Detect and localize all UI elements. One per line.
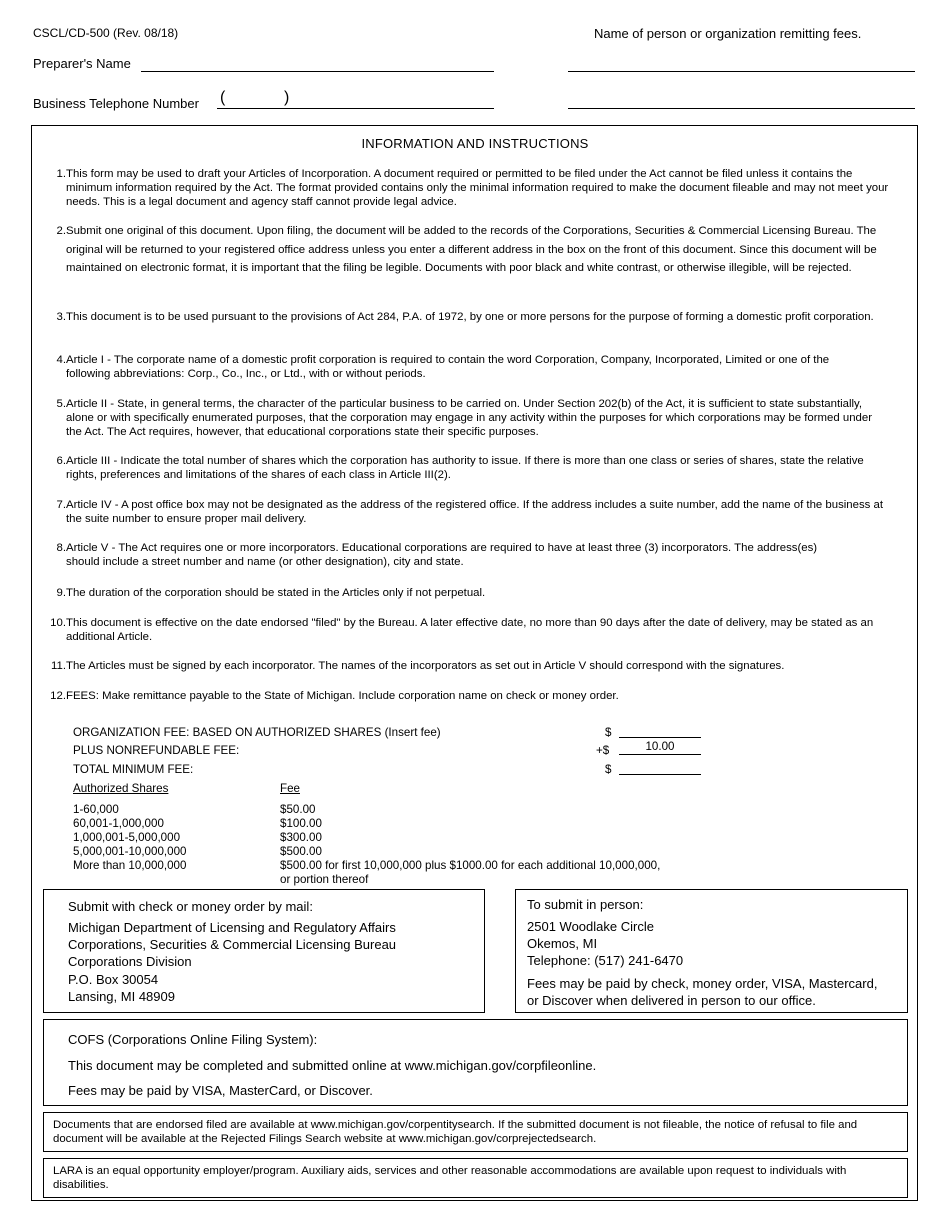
fee-row-shares: 1,000,001-5,000,000 bbox=[73, 831, 181, 844]
remitter-label: Name of person or organization remitting fees. bbox=[594, 26, 862, 41]
mail-address-line: Corporations Division bbox=[68, 954, 192, 969]
eeo-text: LARA is an equal opportunity employer/program. Auxiliary aids, services and other reasonable accommodations are available upon request to individuals with disabilities. bbox=[53, 1165, 847, 1191]
in-person-heading: To submit in person: bbox=[527, 897, 644, 912]
business-phone-field[interactable] bbox=[217, 108, 494, 109]
fee-row-fee: $500.00 bbox=[280, 845, 322, 858]
cofs-heading: COFS (Corporations Online Filing System): bbox=[68, 1032, 318, 1047]
nonrefundable-fee-label: PLUS NONREFUNDABLE FEE: bbox=[73, 744, 240, 757]
mail-heading: Submit with check or money order by mail: bbox=[68, 899, 313, 914]
mail-address-line: Lansing, MI 48909 bbox=[68, 989, 175, 1004]
fee-header: Fee bbox=[280, 782, 300, 795]
nonrefundable-fee-line bbox=[619, 754, 701, 755]
in-person-payment-line: or Discover when delivered in person to our office. bbox=[527, 993, 816, 1008]
business-phone-label: Business Telephone Number bbox=[33, 96, 199, 111]
authorized-shares-header: Authorized Shares bbox=[73, 782, 169, 795]
cofs-payment-line: Fees may be paid by VISA, MasterCard, or Discover. bbox=[68, 1083, 373, 1098]
mail-address-line: P.O. Box 30054 bbox=[68, 972, 159, 987]
fee-row-shares: 1-60,000 bbox=[73, 803, 119, 816]
fee-row-fee: $50.00 bbox=[280, 803, 316, 816]
remitter-name-field-1[interactable] bbox=[568, 71, 915, 72]
org-fee-label: ORGANIZATION FEE: BASED ON AUTHORIZED SHARES (Insert fee) bbox=[73, 726, 441, 739]
in-person-telephone: Telephone: (517) 241-6470 bbox=[527, 953, 684, 968]
preparer-name-label: Preparer's Name bbox=[33, 56, 131, 71]
instructions-title: INFORMATION AND INSTRUCTIONS bbox=[361, 136, 589, 151]
org-fee-dollar: $ bbox=[605, 726, 612, 739]
in-person-payment-line: Fees may be paid by check, money order, VISA, Mastercard, bbox=[527, 976, 878, 991]
preparer-name-field[interactable] bbox=[141, 71, 494, 72]
mail-address-line: Corporations, Securities & Commercial Licensing Bureau bbox=[68, 937, 397, 952]
fee-row-fee: $100.00 bbox=[280, 817, 322, 830]
total-fee-dollar: $ bbox=[605, 763, 612, 776]
form-id: CSCL/CD-500 (Rev. 08/18) bbox=[33, 26, 179, 40]
phone-open-paren: ( bbox=[220, 89, 226, 106]
in-person-address-line: 2501 Woodlake Circle bbox=[527, 919, 654, 934]
fee-row-fee: $300.00 bbox=[280, 831, 322, 844]
in-person-address-line: Okemos, MI bbox=[527, 936, 598, 951]
fee-row-shares: 5,000,001-10,000,000 bbox=[73, 845, 187, 858]
nonrefundable-fee-dollar: +$ bbox=[596, 744, 610, 757]
mail-address-line: Michigan Department of Licensing and Regulatory Affairs bbox=[68, 920, 396, 935]
remitter-name-field-2[interactable] bbox=[568, 108, 915, 109]
total-fee-label: TOTAL MINIMUM FEE: bbox=[73, 763, 194, 776]
fee-row-shares: 60,001-1,000,000 bbox=[73, 817, 164, 830]
cofs-online-line: This document may be completed and submitted online at www.michigan.gov/corpfileonline. bbox=[68, 1058, 597, 1073]
nonrefundable-fee-value: 10.00 bbox=[645, 740, 675, 753]
fee-row-shares: More than 10,000,000 bbox=[73, 859, 187, 872]
org-fee-field[interactable] bbox=[619, 737, 701, 738]
fee-row-continuation: or portion thereof bbox=[280, 873, 369, 886]
filing-notice-text: Documents that are endorsed filed are available at www.michigan.gov/corpentitysearch. If the submitted document is not fileable, the notice of refusal to file and document will be available at the Rejected Filings Search website at www.michigan.gov/corprejectedsearch. bbox=[53, 1119, 858, 1145]
total-fee-field[interactable] bbox=[619, 774, 701, 775]
fee-row-fee: $500.00 for first 10,000,000 plus $1000.00 for each additional 10,000,000, bbox=[280, 859, 661, 872]
phone-close-paren: ) bbox=[284, 89, 290, 106]
